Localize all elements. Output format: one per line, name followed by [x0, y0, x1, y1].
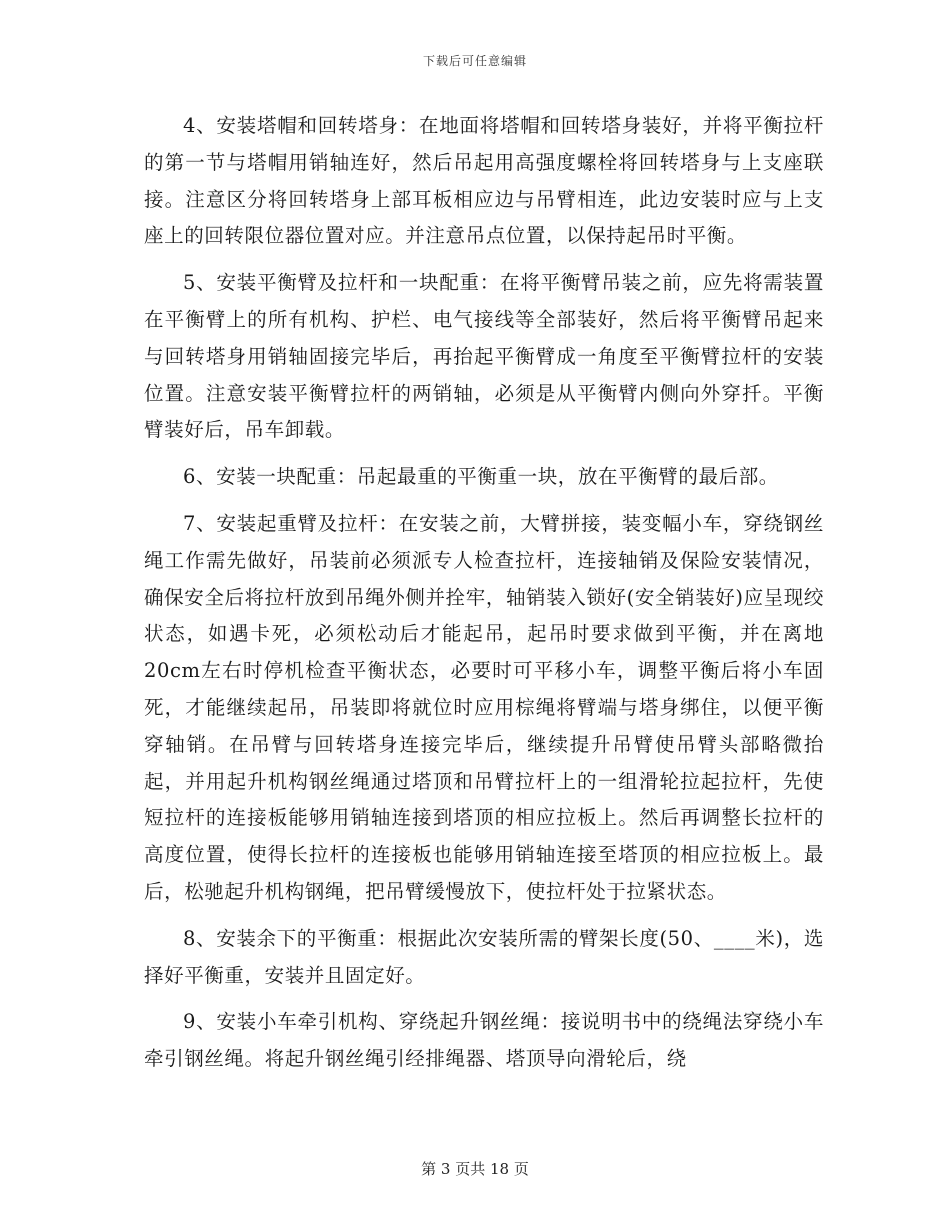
paragraph-step-5: 5、安装平衡臂及拉杆和一块配重：在将平衡臂吊装之前，应先将需装置在平衡臂上的所有机构、护栏、电气接线等全部装好，然后将平衡臂吊起来与回转塔身用销轴固接完毕后，再抬起平衡臂成一角度至平衡臂拉杆的安装位置。注意安装平衡臂拉杆的两销轴，必须是从平衡臂内侧向外穿扦。平衡臂装好后，吊车卸载。	[144, 271, 824, 442]
document-body	[144, 108, 824, 1088]
paragraph-step-9: 9、安装小车牵引机构、穿绕起升钢丝绳：接说明书中的绕绳法穿绕小车牵引钢丝绳。将起升钢丝绳引经排绳器、塔顶导向滑轮后，绕	[144, 1010, 824, 1071]
paragraph-step-8: 8、安装余下的平衡重：根据此次安装所需的臂架长度(50、____米)，选择好平衡重，安装并且固定好。	[144, 926, 824, 987]
page-footer: 第 3 页共 18 页	[421, 1160, 529, 1178]
paragraph-step-4: 4、安装塔帽和回转塔身：在地面将塔帽和回转塔身装好，并将平衡拉杆的第一节与塔帽用销轴连好，然后吊起用高强度螺栓将回转塔身与上支座联接。注意区分将回转塔身上部耳板相应边与吊臂相连，此边安装时应与上支座上的回转限位器位置对应。并注意吊点位置，以保持起吊时平衡。	[144, 114, 824, 248]
paragraph-step-6: 6、安装一块配重：吊起最重的平衡重一块，放在平衡臂的最后部。	[183, 465, 779, 489]
paragraph-step-7: 7、安装起重臂及拉杆：在安装之前，大臂拼接，装变幅小车，穿绕钢丝绳工作需先做好，吊装前必须派专人检查拉杆，连接轴销及保险安装情况，确保安全后将拉杆放到吊绳外侧并拴牢，轴销装入锁好(安全销装好)应呈现绞状态，如遇卡死，必须松动后才能起吊，起吊时要求做到平衡，并在离地20cm左右时停机检查平衡状态，必要时可平移小车，调整平衡后将小车固死，才能继续起吊，吊装即将就位时应用棕绳将臂端与塔身绑住，以便平衡穿轴销。在吊臂与回转塔身连接完毕后，继续提升吊臂使吊臂头部略微抬起，并用起升机构钢丝绳通过塔顶和吊臂拉杆上的一组滑轮拉起拉杆，先使短拉杆的连接板能够用销轴连接到塔顶的相应拉板上。然后再调整长拉杆的高度位置，使得长拉杆的连接板也能够用销轴连接至塔顶的相应拉板上。最后，松驰起升机构钢绳，把吊臂缓慢放下，使拉杆处于拉紧状态。	[144, 511, 824, 903]
page-header: 下载后可任意编辑	[422, 54, 527, 68]
